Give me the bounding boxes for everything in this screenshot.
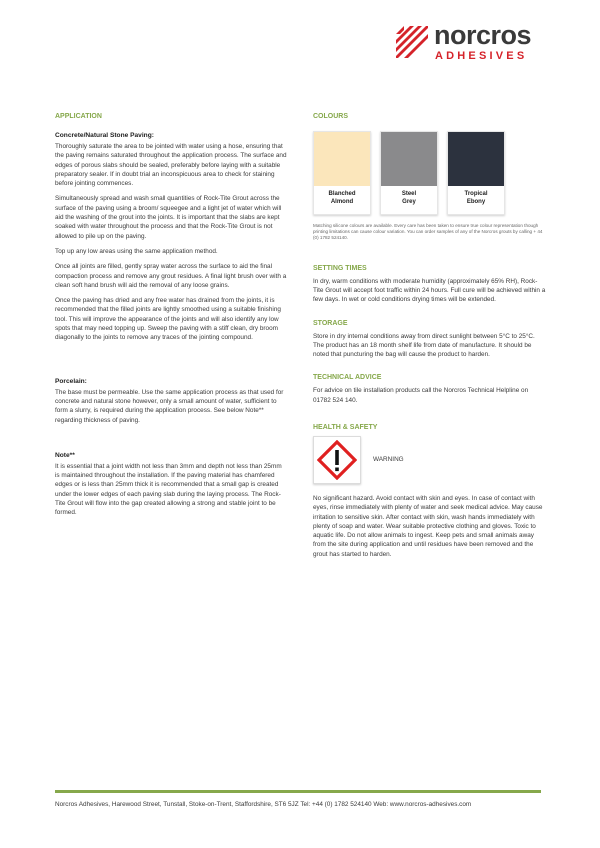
storage-paragraph: Store in dry internal conditions away from direct sunlight between 5°C to 25°C. The product has an 18 month shelf life from date of manufacture. It should be noted that puncturing the bag will cause the product to harden. <box>313 332 535 359</box>
note-title: Note** <box>55 451 75 459</box>
right-column <box>313 112 547 565</box>
porcelain-paragraph: The base must be permeable. Use the same application process as that used for concrete and natural stone however, only a small amount of water, sufficient to form a slurry, is required during the application process. See below Note** regarding thickness of paving. <box>55 388 284 424</box>
health-safety-paragraph: No significant hazard. Avoid contact with skin and eyes. In case of contact with eyes, rinse immediately with plenty of water and seek medical advice. May cause irritation to sensitive skin. After contact with skin, wash hands immediately with plenty of soap and water. Wear suitable protective clothing and gloves. Toxic to aquatic life. Do not allow animals to ingest. Keep pets and small animals away from the site during application and until residues have been removed and the grout has started to harden. <box>313 494 543 558</box>
footer-contact: Norcros Adhesives, Harewood Street, Tunstall, Stoke-on-Trent, Staffordshire, ST6 5JZ Tel: +44 (0) 1782 524140 Web: www.norcros-adhesives.com <box>55 801 472 808</box>
colours-title: COLOURS <box>313 113 348 120</box>
health-safety-title: HEALTH & SAFETY <box>313 423 378 431</box>
colours-note: Matching silicone colours are available. Every care has been taken to ensure true colour representation though printing limitations can cause colour variation. You can order samples of any of the Norcros grouts by calling + 44 (0) 1782 524140. <box>313 223 543 241</box>
hazard-warning <box>313 436 547 484</box>
swatch-tropical-ebony <box>447 131 505 215</box>
paving-paragraph-4: Once all joints are filled, gently spray water across the surface to aid the final compaction process and remove any grout residues. A final light brush over with a clean soft hand brush will aid the removal of any loose grains. <box>55 263 287 289</box>
swatch-label: Tropical Ebony <box>464 191 488 205</box>
swatch-label: Steel Grey <box>401 191 417 205</box>
note-paragraph: It is essential that a joint width not less than 3mm and depth not less than 25mm is maintained throughout the installation. If the paving material has chamfered edges or is less than 25mm thick it is recommended that a small gap is created under the lower edges of each paving slab during the laying process. The Rock-Tite Grout will flow into the gap created allowing a strong and stable joint to be formed. <box>55 462 282 517</box>
swatch-steel-grey <box>380 131 438 215</box>
hazard-pictogram <box>313 436 361 484</box>
warning-label: WARNING <box>373 456 404 464</box>
norcros-logo-mark-icon <box>396 26 428 58</box>
paving-paragraph-2: Simultaneously spread and wash small quantities of Rock-Tite Grout across the surface of the paving using a broom/ squeegee and a light jet of water which will aid the washing of the grout into the joints. It is important that the slabs are kept soaked with water throughout the process and that the Rock-Tite Grout is not allowed to pile up on the paving. <box>55 195 282 240</box>
paving-title: Concrete/Natural Stone Paving: <box>55 132 154 139</box>
paving-paragraph-5: Once the paving has dried and any free water has drained from the joints, it is recommended that the filled joints are lightly smoothed using a suitable finishing tool. This will improve the appearance of the joints and will also identify any low spots that may need topping up. Sweep the paving with a stiff clean, dry broom diagonally to the joints to remove any traces of the jointing compound. <box>55 297 281 342</box>
footer-divider <box>55 790 541 793</box>
brand-name: norcros <box>434 20 532 50</box>
porcelain-title: Porcelain: <box>55 377 87 385</box>
norcros-logo <box>396 20 576 64</box>
paving-paragraph-3: Top up any low areas using the same application method. <box>55 247 218 255</box>
brand-sub: ADHESIVES <box>435 50 528 62</box>
swatch-blanched-almond <box>313 131 371 215</box>
setting-times-title: SETTING TIMES <box>313 264 367 272</box>
setting-times-paragraph: In dry, warm conditions with moderate humidity (approximately 65% RH), Rock-Tite Grout will accept foot traffic within 24 hours. Full cure will be achieved within a few days. In wet or cold conditions drying times will be extended. <box>313 277 546 304</box>
swatch-color <box>314 132 370 186</box>
swatch-color <box>381 132 437 186</box>
swatch-label: Blanched Almond <box>328 191 356 205</box>
storage-title: STORAGE <box>313 319 348 327</box>
exclamation-hazard-icon <box>317 440 357 480</box>
swatch-color <box>448 132 504 186</box>
paving-paragraph-1: Thoroughly saturate the area to be jointed with water using a hose, ensuring that the paving remains saturated throughout the application process. The surface and edges of porous slabs should be sealed, preferably before laying with a suitable preparatory sealer. If in doubt trial an inconspicuous area to check for staining before jointing commences. <box>55 143 287 188</box>
left-column <box>55 112 287 524</box>
technical-advice-paragraph: For advice on tile installation products call the Norcros Technical Helpline on 01782 524 140. <box>313 387 529 404</box>
application-title: APPLICATION <box>55 113 102 120</box>
colour-swatches <box>313 131 547 215</box>
technical-advice-title: TECHNICAL ADVICE <box>313 374 382 382</box>
